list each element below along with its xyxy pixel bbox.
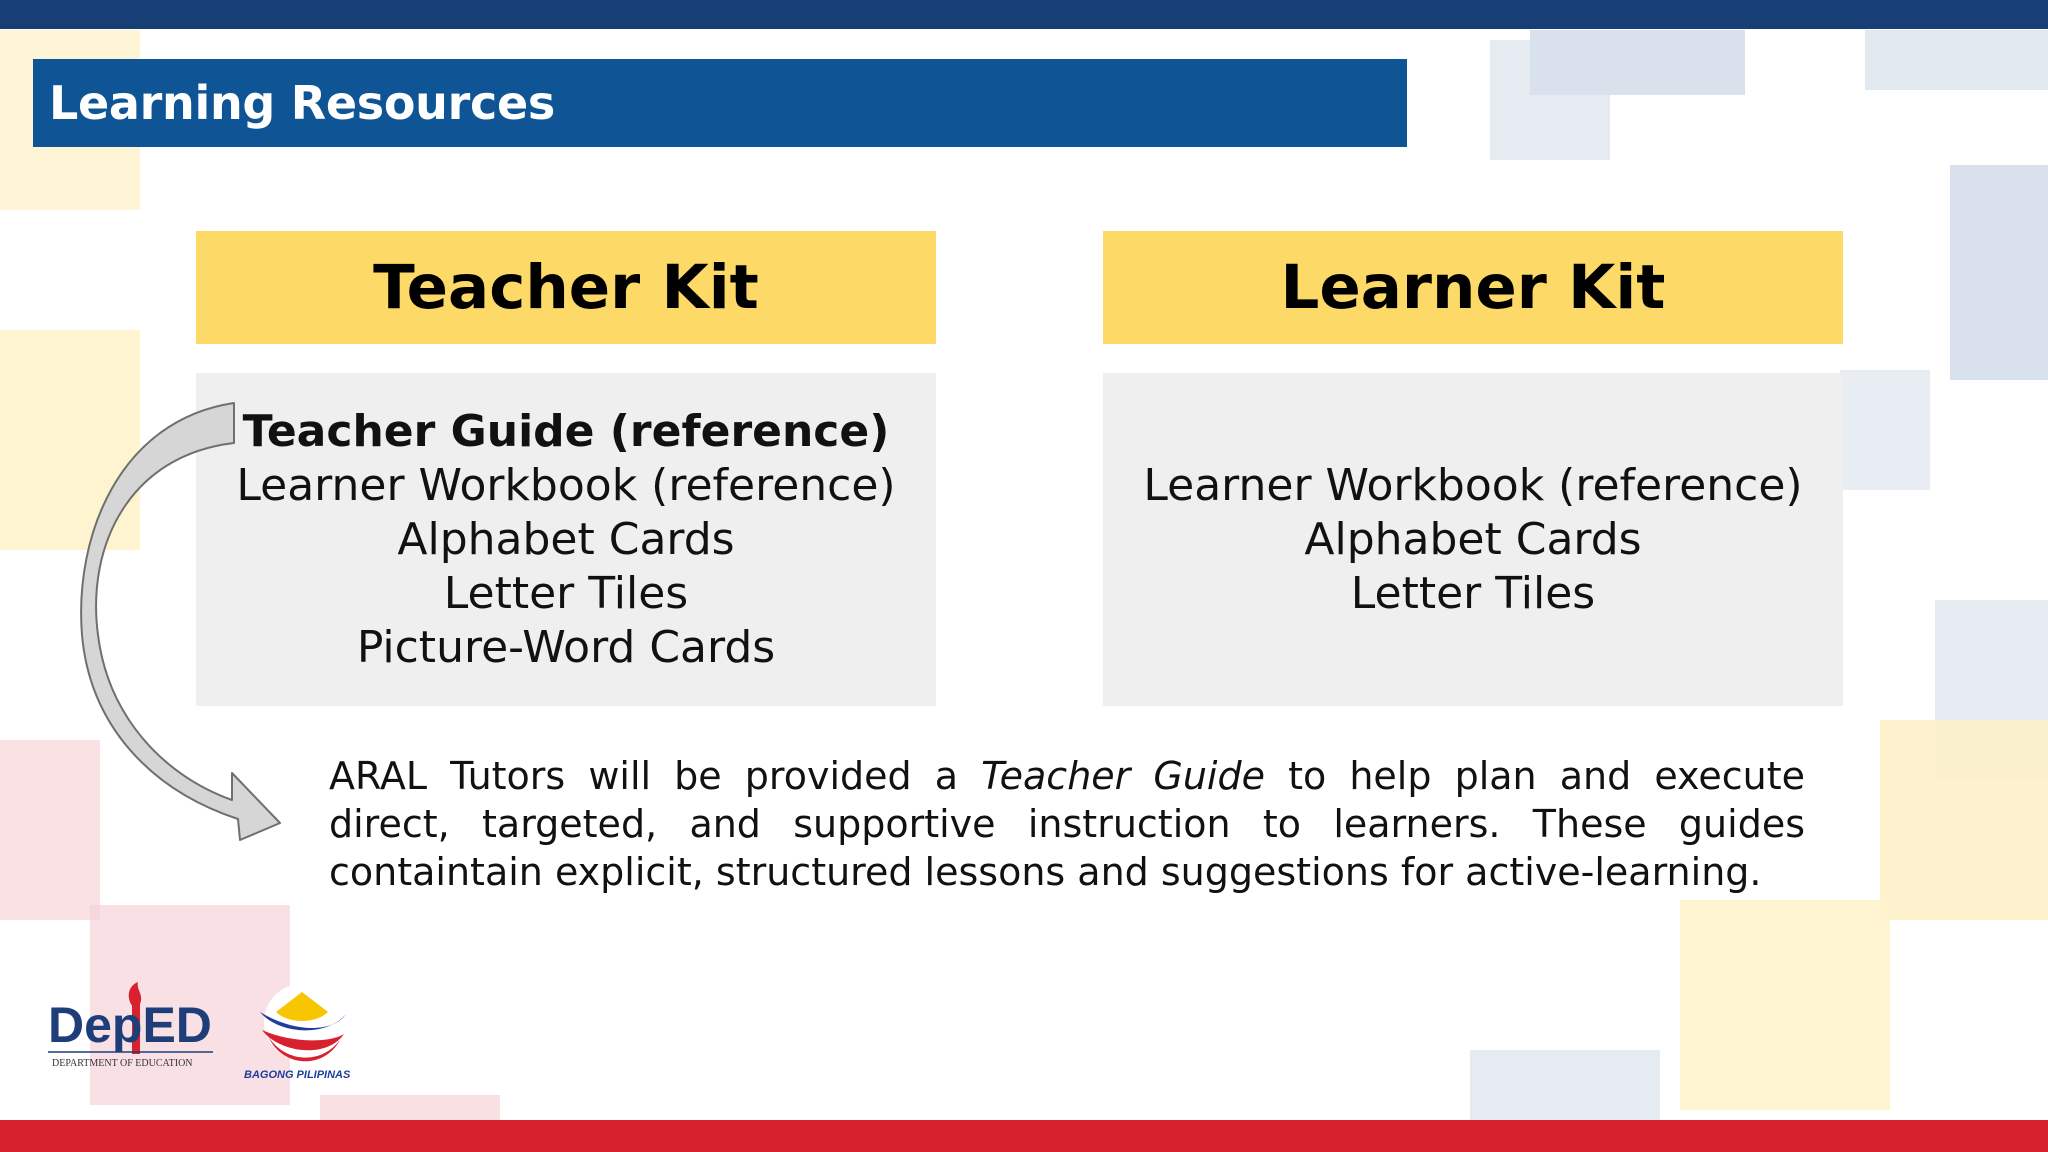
learner-kit-header [1103, 231, 1843, 344]
description-text: ARAL Tutors will be provided a [329, 754, 982, 798]
teacher-kit-header [196, 231, 936, 344]
description-text: to help plan and execute direct, targeted, and supportive instruction to learners. These guides containtain explicit, structured lessons and suggestions for active-learning. [329, 754, 1806, 894]
background-tile [1950, 165, 2048, 380]
curved-arrow-icon [70, 395, 290, 845]
learner-kit-title: Learner Kit [1280, 252, 1666, 323]
bottom-bar [0, 1120, 2048, 1152]
top-bar [0, 0, 2048, 29]
learner-kit-list [1103, 373, 1843, 706]
background-tile [1865, 30, 2048, 90]
title-banner [33, 59, 1407, 147]
bagong-pilipinas-icon [260, 984, 346, 1061]
teacher-kit-item: Picture-Word Cards [356, 621, 776, 673]
learner-kit-item: Alphabet Cards [1304, 513, 1642, 565]
background-tile [320, 1095, 500, 1120]
learner-kit-item: Letter Tiles [1350, 567, 1596, 619]
deped-logo-text: DepED [48, 997, 212, 1053]
background-tile [1530, 30, 1745, 95]
teacher-kit-item: Teacher Guide (reference) [242, 405, 890, 457]
learner-kit-item: Learner Workbook (reference) [1143, 459, 1803, 511]
description-emphasis: Teacher Guide [981, 754, 1265, 798]
deped-subtitle: DEPARTMENT OF EDUCATION [52, 1058, 193, 1069]
background-tile [1840, 370, 1930, 490]
deped-logo [48, 982, 368, 1082]
teacher-kit-item: Alphabet Cards [397, 513, 735, 565]
background-tile [1680, 900, 1890, 1110]
teacher-kit-item: Learner Workbook (reference) [236, 459, 896, 511]
teacher-kit-title: Teacher Kit [373, 252, 759, 323]
footer-logos [48, 982, 368, 1086]
slide-title: Learning Resources [49, 76, 555, 130]
teacher-kit-item: Letter Tiles [443, 567, 689, 619]
background-tile [1880, 720, 2048, 920]
background-tile [1470, 1050, 1660, 1120]
teacher-kit-list [196, 373, 936, 706]
teacher-guide-description [329, 752, 1805, 896]
bagong-pilipinas-text: BAGONG PILIPINAS [244, 1069, 351, 1081]
